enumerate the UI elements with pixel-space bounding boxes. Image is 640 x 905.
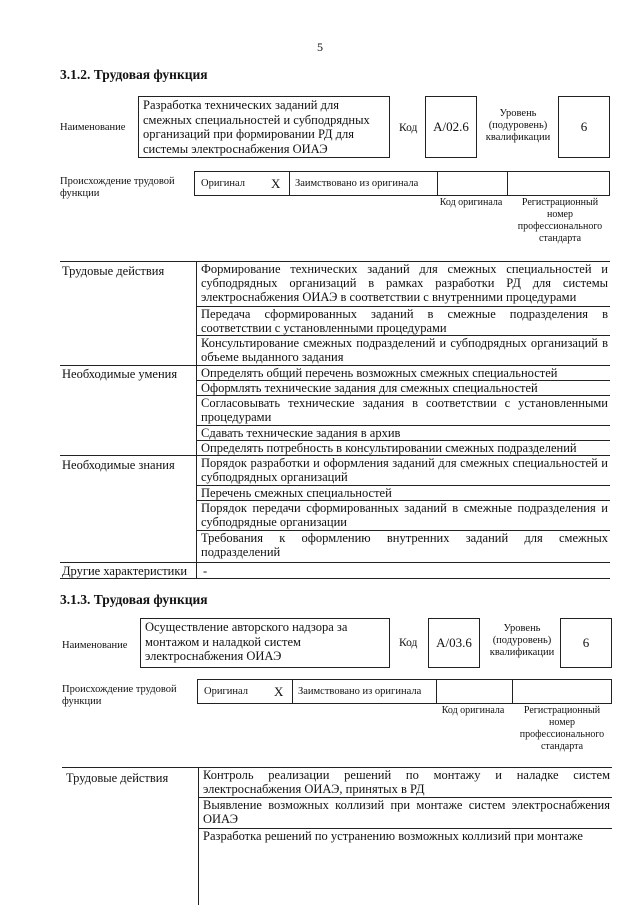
table-cell: Разработка решений по устранению возможных коллизий при монтаже: [203, 829, 583, 843]
level-label: Уровень (подуровень) квалификации: [489, 623, 555, 658]
row-label-actions: Трудовые действия: [62, 264, 165, 278]
reg-number-label: Регистрационный номер профессионального стандарта: [519, 705, 605, 752]
origin-box: [194, 171, 610, 196]
reg-number-label: Регистрационный номер профессионального стандарта: [517, 197, 603, 244]
row-label-skills: Необходимые умения: [62, 367, 178, 381]
code-original-label: Код оригинала: [441, 705, 505, 716]
table-cell: Согласовывать технические задания в соответствии с установленными процедурами: [201, 396, 608, 425]
name-label: Наименование: [60, 122, 126, 133]
code-label: Код: [399, 122, 418, 134]
borrowed-label: Заимствовано из оригинала: [295, 178, 419, 189]
original-label: Оригинал: [204, 686, 248, 697]
origin-label: Происхождение трудовой функции: [62, 684, 177, 707]
level-label: Уровень (подуровень) квалификации: [485, 108, 551, 143]
table-cell: Оформлять технические задания для смежных специальностей: [201, 381, 538, 395]
table-cell: Выявление возможных коллизий при монтаже систем электроснабжения ОИАЭ: [203, 798, 610, 827]
code-original-label: Код оригинала: [439, 197, 503, 208]
function-name-box: Осуществление авторского надзора за монтажом и наладкой систем электроснабжения ОИАЭ: [140, 618, 390, 668]
code-value: А/03.6: [428, 618, 480, 668]
table-cell: Формирование технических заданий для смежных специальностей и субподрядных организаций в рамках разработки РД для системы электроснабжения ОИАЭ в соответствии с внутренними процедурами: [201, 262, 608, 305]
code-label: Код: [399, 637, 418, 649]
name-label: Наименование: [62, 640, 128, 651]
row-label-other: Другие характеристики: [62, 564, 188, 578]
section-title: 3.1.3. Трудовая функция: [60, 592, 208, 607]
level-value: 6: [558, 96, 610, 158]
table-cell: Порядок передачи сформированных заданий в смежные подразделения и субподрядные организации: [201, 501, 608, 530]
table-cell: Контроль реализации решений по монтажу и наладке систем электроснабжения ОИАЭ, принятых в РД: [203, 768, 610, 797]
page-number: 5: [317, 40, 323, 54]
table-cell: Требования к оформлению внутренних заданий для смежных подразделений: [201, 531, 608, 560]
original-mark: X: [271, 176, 281, 191]
table-cell: Определять общий перечень возможных смежных специальностей: [201, 366, 558, 380]
level-value: 6: [560, 618, 612, 668]
table-cell: -: [203, 564, 208, 578]
borrowed-label: Заимствовано из оригинала: [298, 686, 422, 697]
row-label-knowledge: Необходимые знания: [62, 458, 175, 472]
table-cell: Порядок разработки и оформления заданий для смежных специальностей и субподрядных организаций: [201, 456, 608, 485]
code-value: А/02.6: [425, 96, 477, 158]
table-cell: Сдавать технические задания в архив: [201, 426, 401, 440]
original-mark: X: [274, 684, 284, 699]
original-label: Оригинал: [201, 178, 245, 189]
origin-box: [197, 679, 612, 704]
table-cell: Перечень смежных специальностей: [201, 486, 392, 500]
origin-label: Происхождение трудовой функции: [60, 176, 175, 199]
section-title: 3.1.2. Трудовая функция: [60, 67, 208, 82]
row-label-actions: Трудовые действия: [66, 771, 169, 785]
table-cell: Консультирование смежных подразделений и субподрядных организаций в объеме выданного задания: [201, 336, 608, 365]
table-cell: Определять потребность в консультировании смежных подразделений: [201, 441, 577, 455]
function-name-box: Разработка технических заданий для смежных специальностей и субподрядных организаций при формировании РД для системы электроснабжения ОИАЭ: [138, 96, 390, 158]
table-cell: Передача сформированных заданий в смежные подразделения в соответствии с установленными процедурами: [201, 307, 608, 336]
